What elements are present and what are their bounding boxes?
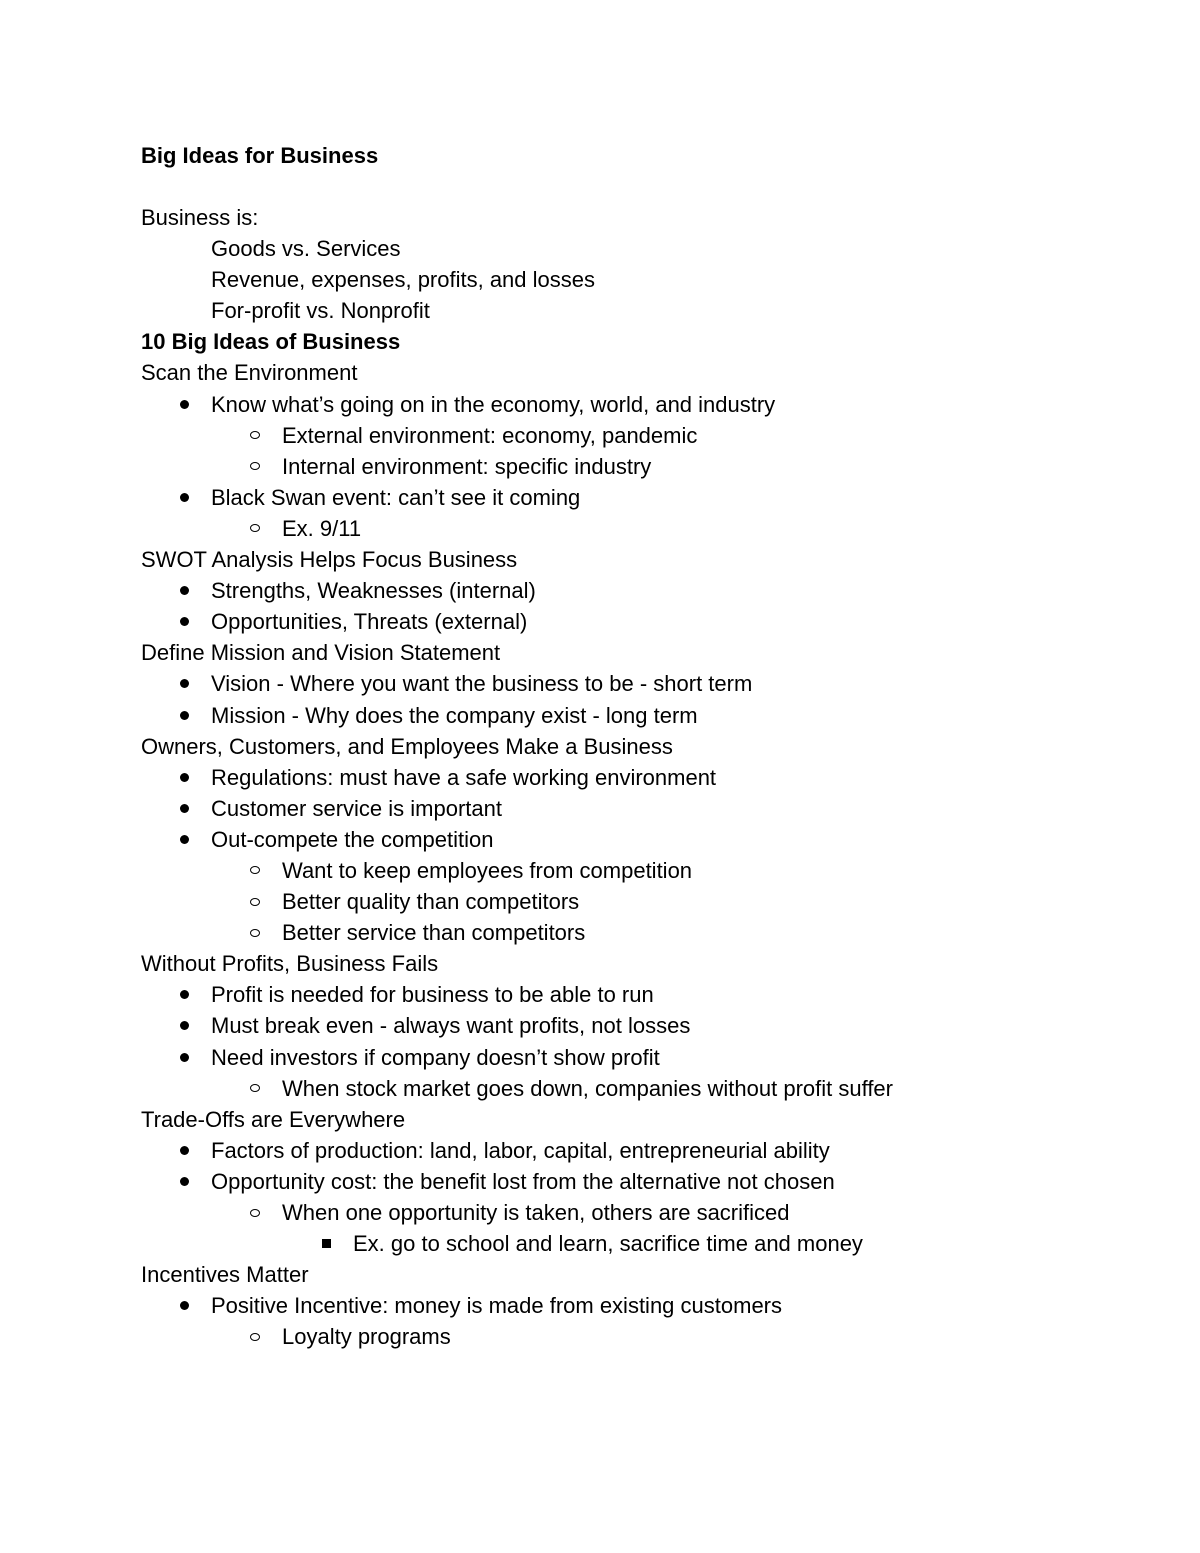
blank-line — [141, 171, 1160, 202]
list-item: Better service than competitors — [141, 917, 1160, 948]
list-item: Positive Incentive: money is made from existing customers — [141, 1290, 1160, 1321]
bullet-dot-icon — [177, 575, 191, 606]
idea-heading: Scan the Environment — [141, 360, 358, 386]
idea-heading: Owners, Customers, and Employees Make a Business — [141, 733, 673, 759]
intro-line: Revenue, expenses, profits, and losses — [211, 267, 596, 293]
list-item: Profit is needed for business to be able to run — [141, 979, 1160, 1010]
list-item: Internal environment: specific industry — [141, 451, 1160, 482]
list-item: Black Swan event: can’t see it coming — [141, 482, 1160, 513]
bullet-dot-icon — [177, 1010, 191, 1041]
bullet-dot-icon — [177, 824, 191, 855]
bullet-dot-icon — [177, 1042, 191, 1073]
list-item: Ex. go to school and learn, sacrifice time and money — [141, 1228, 1160, 1259]
list-item: Know what’s going on in the economy, world, and industry — [141, 389, 1160, 420]
idea-heading: Define Mission and Vision Statement — [141, 640, 501, 666]
bullet-dot-icon — [177, 482, 191, 513]
list-item: Better quality than competitors — [141, 886, 1160, 917]
document-title: Big Ideas for Business — [141, 143, 379, 168]
bullet-circle-icon — [248, 1073, 262, 1104]
bullet-dot-icon — [177, 1166, 191, 1197]
bullet-circle-icon — [248, 886, 262, 917]
intro-label: Business is: — [141, 205, 259, 230]
bullet-circle-icon — [248, 1321, 262, 1352]
bullet-dot-icon — [177, 762, 191, 793]
bullet-dot-icon — [177, 606, 191, 637]
list-item: External environment: economy, pandemic — [141, 420, 1160, 451]
idea-heading: Without Profits, Business Fails — [141, 951, 439, 977]
idea-heading: Incentives Matter — [141, 1262, 309, 1288]
section-heading: 10 Big Ideas of Business — [141, 329, 401, 355]
list-item: Customer service is important — [141, 793, 1160, 824]
list-item: Opportunity cost: the benefit lost from the alternative not chosen — [141, 1166, 1160, 1197]
list-item: Out-compete the competition — [141, 824, 1160, 855]
bullet-dot-icon — [177, 700, 191, 731]
idea-heading: Trade-Offs are Everywhere — [141, 1106, 406, 1132]
bullet-dot-icon — [177, 1135, 191, 1166]
bullet-circle-icon — [248, 1197, 262, 1228]
list-item: When one opportunity is taken, others are sacrificed — [141, 1197, 1160, 1228]
list-item: Factors of production: land, labor, capital, entrepreneurial ability — [141, 1135, 1160, 1166]
idea-heading: SWOT Analysis Helps Focus Business — [141, 547, 518, 573]
document-page — [141, 140, 1160, 1352]
list-item: Vision - Where you want the business to be - short term — [141, 668, 1160, 699]
list-item: Regulations: must have a safe working environment — [141, 762, 1160, 793]
bullet-dot-icon — [177, 668, 191, 699]
bullet-dot-icon — [177, 793, 191, 824]
bullet-circle-icon — [248, 420, 262, 451]
bullet-circle-icon — [248, 855, 262, 886]
intro-line: For-profit vs. Nonprofit — [211, 298, 430, 324]
bullet-dot-icon — [177, 979, 191, 1010]
intro-line: Goods vs. Services — [211, 236, 401, 262]
bullet-circle-icon — [248, 513, 262, 544]
list-item: Must break even - always want profits, not losses — [141, 1010, 1160, 1041]
bullet-circle-icon — [248, 451, 262, 482]
list-item: Strengths, Weaknesses (internal) — [141, 575, 1160, 606]
list-item: Loyalty programs — [141, 1321, 1160, 1352]
list-item: When stock market goes down, companies without profit suffer — [141, 1073, 1160, 1104]
list-item: Opportunities, Threats (external) — [141, 606, 1160, 637]
list-item: Mission - Why does the company exist - long term — [141, 700, 1160, 731]
list-item: Need investors if company doesn’t show profit — [141, 1042, 1160, 1073]
bullet-dot-icon — [177, 1290, 191, 1321]
list-item: Want to keep employees from competition — [141, 855, 1160, 886]
bullet-dot-icon — [177, 389, 191, 420]
bullet-circle-icon — [248, 917, 262, 948]
bullet-square-icon — [319, 1228, 333, 1259]
list-item: Ex. 9/11 — [141, 513, 1160, 544]
